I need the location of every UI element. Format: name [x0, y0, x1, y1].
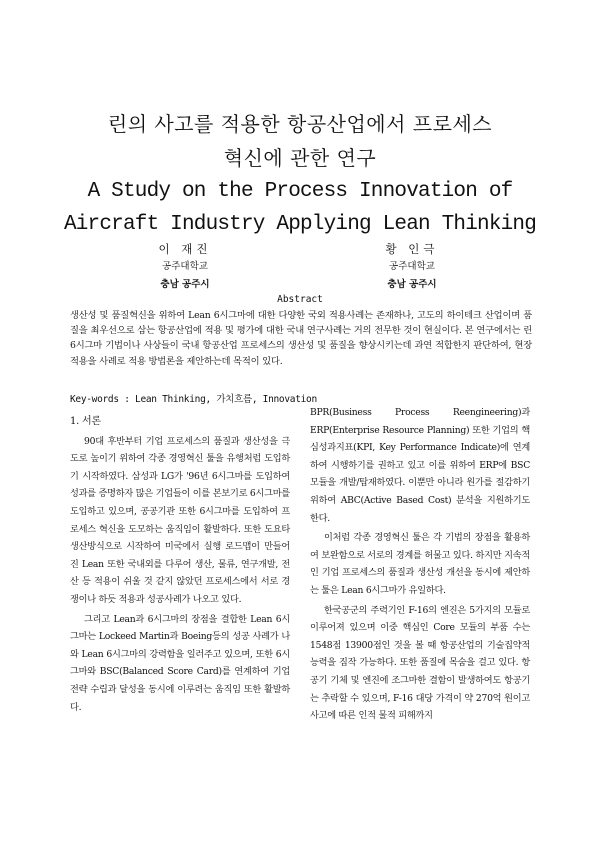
author-1-city: 충남 공주시 — [160, 279, 210, 290]
author-2-city: 충남 공주시 — [387, 279, 437, 290]
right-column-paragraph-1: BPR(Business Process Reengineering)과 ERP(Enterprise Resource Planning) 또한 기업의 핵심성과지표(KPI, Key Performance Indicate)에 연계하여 시행하기를 권하고 있고 이를 위하여 ERP에 BSC 모듈을 개발/탑재하였다. 이뿐만 아니라 원가를 절감하기 위하여 ABC(Active Based Cost) 분석을 지원하기도 한다. — [310, 407, 530, 524]
section-1-heading: 1. 서론 — [70, 416, 101, 427]
right-column — [310, 404, 530, 725]
title-korean-line1: 린의 사고를 적용한 항공산업에서 프로세스 — [107, 112, 493, 136]
title-english-line1: A Study on the Process Innovation of — [87, 180, 513, 203]
author-2 — [312, 240, 512, 294]
right-column-paragraph-3: 한국공군의 주력기인 F-16의 엔진은 5가지의 모듈로 이루어져 있으며 이중 핵심인 Core 모듈의 부품 수는 1548점 13900점인 것을 볼 때 항공산업의 기술집약적 능력을 짐작 가능하다. 또한 품질에 목숨을 걸고 있다. 항공기 기체 및 엔진에 조그마한 결함이 발생하여도 항공기는 추락할 수 있으며, F-16 대당 가격이 약 270억 원이고 사고에 따른 인적 물적 피해까지 — [310, 604, 530, 722]
left-column-paragraph-1: 90대 후반부터 기업 프로세스의 품질과 생산성을 극도로 높이기 위하여 각종 경영혁신 툴을 유행처럼 도입하기 시작하였다. 삼성과 LG가 '96년 6시그마를 도입하여 성과를 증명하자 많은 기업들이 이를 본보기로 6시그마를 도입하고 있으며, 공공기관 또한 6시그마를 도입하여 프로세스 혁신을 도모하는 움직임이 활발하다. 또한 도요타 생산방식으로 시작하여 미국에서 실행 로드맵이 만들어진 Lean 또한 국내외를 다루어 생산, 물류, 연구개발, 전산 등 적용이 쉬울 것 같지 않았던 프로세스에서 서로 경쟁이나 하듯 적용과 성공사례가 나오고 있다. — [70, 435, 290, 605]
abstract-text: 생산성 및 품질혁신을 위하여 Lean 6시그마에 대한 다양한 국외 적용사례는 존재하나, 고도의 하이테크 산업이며 품질을 최우선으로 삼는 항공산업에 적용 및 평가에 대한 국내 연구사례는 거의 전무한 것이 현실이다. 본 연구에서는 린 6시그마 기법이나 사상들이 국내 항공산업 프로세스의 생산성 및 품질을 향상시키는데 과연 적합한지 판단하여, 현장적용을 사례로 적용 방법론을 제안하는데 목적이 있다. — [70, 310, 532, 367]
author-2-name: 황 인극 — [385, 242, 439, 256]
keywords: Key-words : Lean Thinking, 가치흐름, Innovation — [70, 394, 317, 405]
title-korean-line2: 혁신에 관한 연구 — [223, 146, 377, 170]
left-column — [70, 413, 290, 716]
right-column-paragraph-2: 이처럼 각종 경영혁신 툴은 각 기법의 장점을 활용하여 보완함으로 서로의 경계를 허물고 있다. 하지만 지속적인 기업 프로세스의 품질과 생산성 개선을 동시에 제안하는 툴은 Lean 6시그마가 유일하다. — [310, 532, 530, 596]
abstract-heading: Abstract — [277, 294, 323, 305]
author-1-affiliation: 공주대학교 — [162, 261, 208, 272]
author-1 — [85, 240, 285, 294]
author-2-affiliation: 공주대학교 — [389, 261, 435, 272]
author-1-name: 이 재진 — [158, 242, 212, 256]
left-column-paragraph-2: 그리고 Lean과 6시그마의 장점을 결합한 Lean 6시그마는 Lockeed Martin과 Boeing등의 성공 사례가 나와 Lean 6시그마의 강력함을 일러주고 있으며, 또한 6시그마와 BSC(Balanced Score Card)를 연계하여 기업전략 수립과 달성을 동시에 이루려는 움직임 또한 활발하다. — [70, 613, 290, 713]
title-english-line2: Aircraft Industry Applying Lean Thinking — [63, 213, 537, 236]
